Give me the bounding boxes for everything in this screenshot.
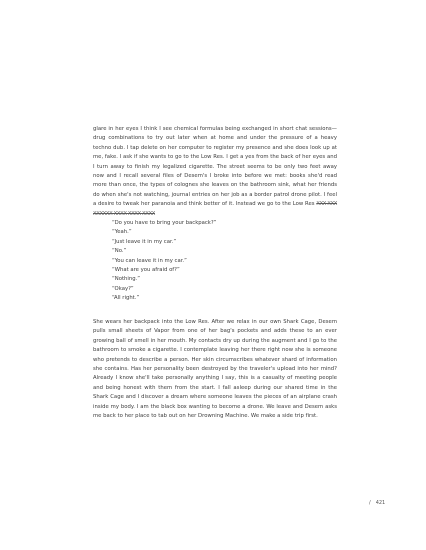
dialogue-line: “Do you have to bring your backpack?” <box>112 220 217 226</box>
folio-number: 421 <box>375 500 386 506</box>
dialogue-line: “You can leave it in my car.” <box>112 257 187 264</box>
folio-slash: / <box>369 500 371 506</box>
page-number <box>369 500 385 506</box>
struck-out-text: XXX XXX XXXXXX XXXX XXXX XXXX <box>93 201 337 217</box>
dialogue-line: “Just leave it in my car.” <box>112 238 177 245</box>
dialogue-block <box>112 219 312 304</box>
dialogue-line: “All right.” <box>112 295 140 302</box>
dialogue-line: “Yeah.” <box>112 229 132 236</box>
body-paragraph-2: She wears her backpack into the Low Res. After we relax in our own Shark Cage, Desem pulls small sheets of Vapor from one of her bag's pockets and adds these to an ever growing ball of smell in her mouth. My contacts dry up during the augment and I go to the bathroom to smoke a cigarette. I contemplate leaving her there right now she is someone who pretends to describe a person. Her skin circumscribes whatever shard of information she contains. Has her personality been destroyed by the traveler's upload into her mind? Already I know she'll take personally anything I say, this is a casualty of meeting people and being honest with them from the start. I fall asleep during our shared time in the Shark Cage and I discover a dream where someone leaves the pieces of an airplane crash inside my body. I am the black box wanting to become a drone. We leave and Desem asks me back to her place to tab out on her Drowning Machine. We make a side trip first. <box>93 319 337 420</box>
paragraph-1-text: glare in her eyes I think I see chemical formulas being exchanged in short chat sessions—drug combinations to try out later when at home and under the pressure of a heavy techno dub. I tap delete on her computer to register my presence and she does look up at me, fake. I ask if she wants to go to the Low Res. I get a yes from the back of her eyes and I turn away to finish my legalized cigarette. The street seems to be only two feet away now and I recall several files of Desem's I broke into before we met: books she'd read more than once, the types of colognes she leaves on the bathroom sink, what her friends do when she's not watching, journal entries on her job as a border patrol drone pilot. I feel a desire to tweak her paranoia and think better of it. Instead we go to the Low Res <box>93 126 337 208</box>
dialogue-line: “Nothing.” <box>112 276 141 283</box>
dialogue-line: “What are you afraid of?” <box>112 267 180 274</box>
dialogue-line: “Okay?” <box>112 285 134 292</box>
dialogue-line: “No.” <box>112 248 127 255</box>
body-paragraph-1 <box>93 125 337 219</box>
